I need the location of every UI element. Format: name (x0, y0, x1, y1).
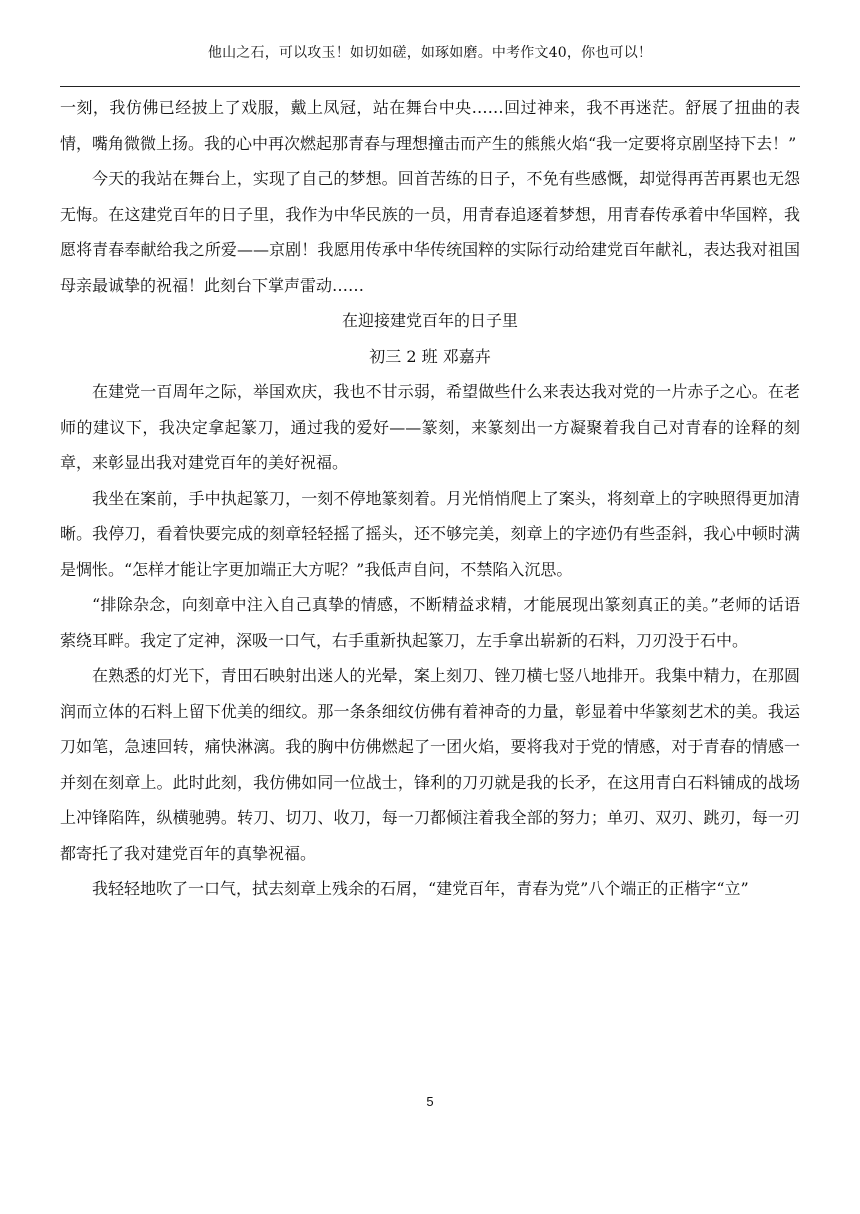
page-number: 5 (426, 1094, 434, 1109)
header-divider (60, 86, 800, 87)
essay-paragraph: 我轻轻地吹了一口气，拭去刻章上残余的石屑，“建党百年，青春为党”八个端正的正楷字“立” (92, 879, 749, 898)
essay-paragraph: “排除杂念，向刻章中注入自己真挚的情感，不断精益求精，才能展现出篆刻真正的美。”老师的话语萦绕耳畔。我定了定神，深吸一口气，右手重新执起篆刀，左手拿出崭新的石料，刀刃没于石中。 (60, 595, 800, 650)
essay-author: 初三 2 班 邓嘉卉 (369, 346, 491, 366)
essay-paragraph: 在建党一百周年之际，举国欢庆，我也不甘示弱，希望做些什么来表达我对党的一片赤子之心。在老师的建议下，我决定拿起篆刀，通过我的爱好——篆刻，来篆刻出一方凝聚着我自己对青春的诠释的刻章，来彰显出我对建党百年的美好祝福。 (60, 382, 800, 472)
page-body (60, 90, 800, 907)
essay-paragraph: 我坐在案前，手中执起篆刀，一刻不停地篆刻着。月光悄悄爬上了案头，将刻章上的字映照得更加清晰。我停刀，看着快要完成的刻章轻轻摇了摇头，还不够完美，刻章上的字迹仍有些歪斜，我心中顿时满是惆怅。“怎样才能让字更加端正大方呢？”我低声自问，不禁陷入沉思。 (60, 488, 800, 579)
page-header: 他山之石，可以攻玉！如切如磋，如琢如磨。中考作文40，你也可以！ (207, 45, 653, 61)
closing-paragraph: 今天的我站在舞台上，实现了自己的梦想。回首苦练的日子，不免有些感慨，却觉得再苦再累也无怨无悔。在这建党百年的日子里，我作为中华民族的一员，用青春追逐着梦想，用青春传承着中华国粹，我愿将青春奉献给我之所爱——京剧！我愿用传承中华传统国粹的实际行动给建党百年献礼，表达我对祖国母亲最诚挚的祝福！此刻台下掌声雷动…… (60, 169, 800, 295)
essay-paragraph: 在熟悉的灯光下，青田石映射出迷人的光晕，案上刻刀、锉刀横七竖八地排开。我集中精力，在那圆润而立体的石料上留下优美的细纹。那一条条细纹仿佛有着神奇的力量，彰显着中华篆刻艺术的美。我运刀如笔，急速回转，痛快淋漓。我的胸中仿佛燃起了一团火焰，要将我对于党的情感，对于青春的情感一并刻在刻章上。此时此刻，我仿佛如同一位战士，锋利的刀刃就是我的长矛，在这用青白石料铺成的战场上冲锋陷阵，纵横驰骋。转刀、切刀、收刀，每一刀都倾注着我全部的努力；单刃、双刃、跳刃，每一刃都寄托了我对建党百年的真挚祝福。 (60, 666, 800, 863)
essay-title: 在迎接建党百年的日子里 (341, 311, 518, 330)
continued-paragraph: 一刻，我仿佛已经披上了戏服，戴上凤冠，站在舞台中央……回过神来，我不再迷茫。舒展了扭曲的表情，嘴角微微上扬。我的心中再次燃起那青春与理想撞击而产生的熊熊火焰“我一定要将京剧坚持下去！” (60, 98, 800, 153)
